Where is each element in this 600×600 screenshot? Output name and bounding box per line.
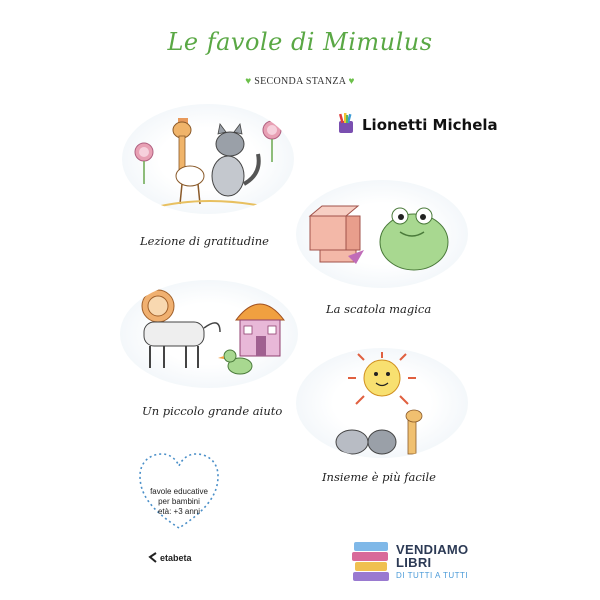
store-line-1: VENDIAMO	[396, 541, 469, 557]
store-tagline: DI TUTTI A TUTTI	[396, 570, 469, 580]
heart-icon: ♥	[348, 76, 355, 87]
author-block	[336, 112, 498, 138]
heart-icon: ♥	[245, 76, 252, 87]
store-logo	[352, 540, 468, 584]
book-title: Le favole di Mimulus	[167, 28, 433, 56]
illustration-oval	[296, 180, 468, 288]
giraffe-cat-illustration	[122, 104, 294, 214]
book-subtitle	[0, 76, 600, 87]
publisher-logo	[148, 552, 192, 563]
store-line-2: LIBRI	[396, 554, 432, 570]
story-caption: La scatola magica	[326, 302, 432, 316]
illustration-oval	[296, 348, 468, 458]
badge-line: età: +3 anni	[157, 507, 201, 516]
badge-line: favole educative	[150, 487, 208, 496]
heart-badge-text	[146, 487, 212, 517]
publisher-name: etabeta	[160, 552, 192, 563]
subtitle-text: SECONDA STANZA	[254, 76, 346, 87]
publisher-mark-icon	[148, 552, 158, 563]
sun-animals-illustration	[296, 348, 468, 458]
illustration-oval	[120, 280, 298, 388]
books-stack-icon	[352, 540, 390, 584]
story-caption: Lezione di gratitudine	[140, 234, 269, 248]
badge-line: per bambini	[158, 497, 200, 506]
story-caption: Insieme è più facile	[322, 470, 436, 484]
pencils-logo-icon	[336, 112, 356, 138]
story-caption: Un piccolo grande aiuto	[142, 404, 283, 418]
lion-house-illustration	[120, 280, 298, 388]
store-text	[396, 543, 468, 582]
illustration-oval	[122, 104, 294, 214]
author-name: Lionetti Michela	[362, 116, 498, 134]
box-frog-illustration	[296, 180, 468, 288]
